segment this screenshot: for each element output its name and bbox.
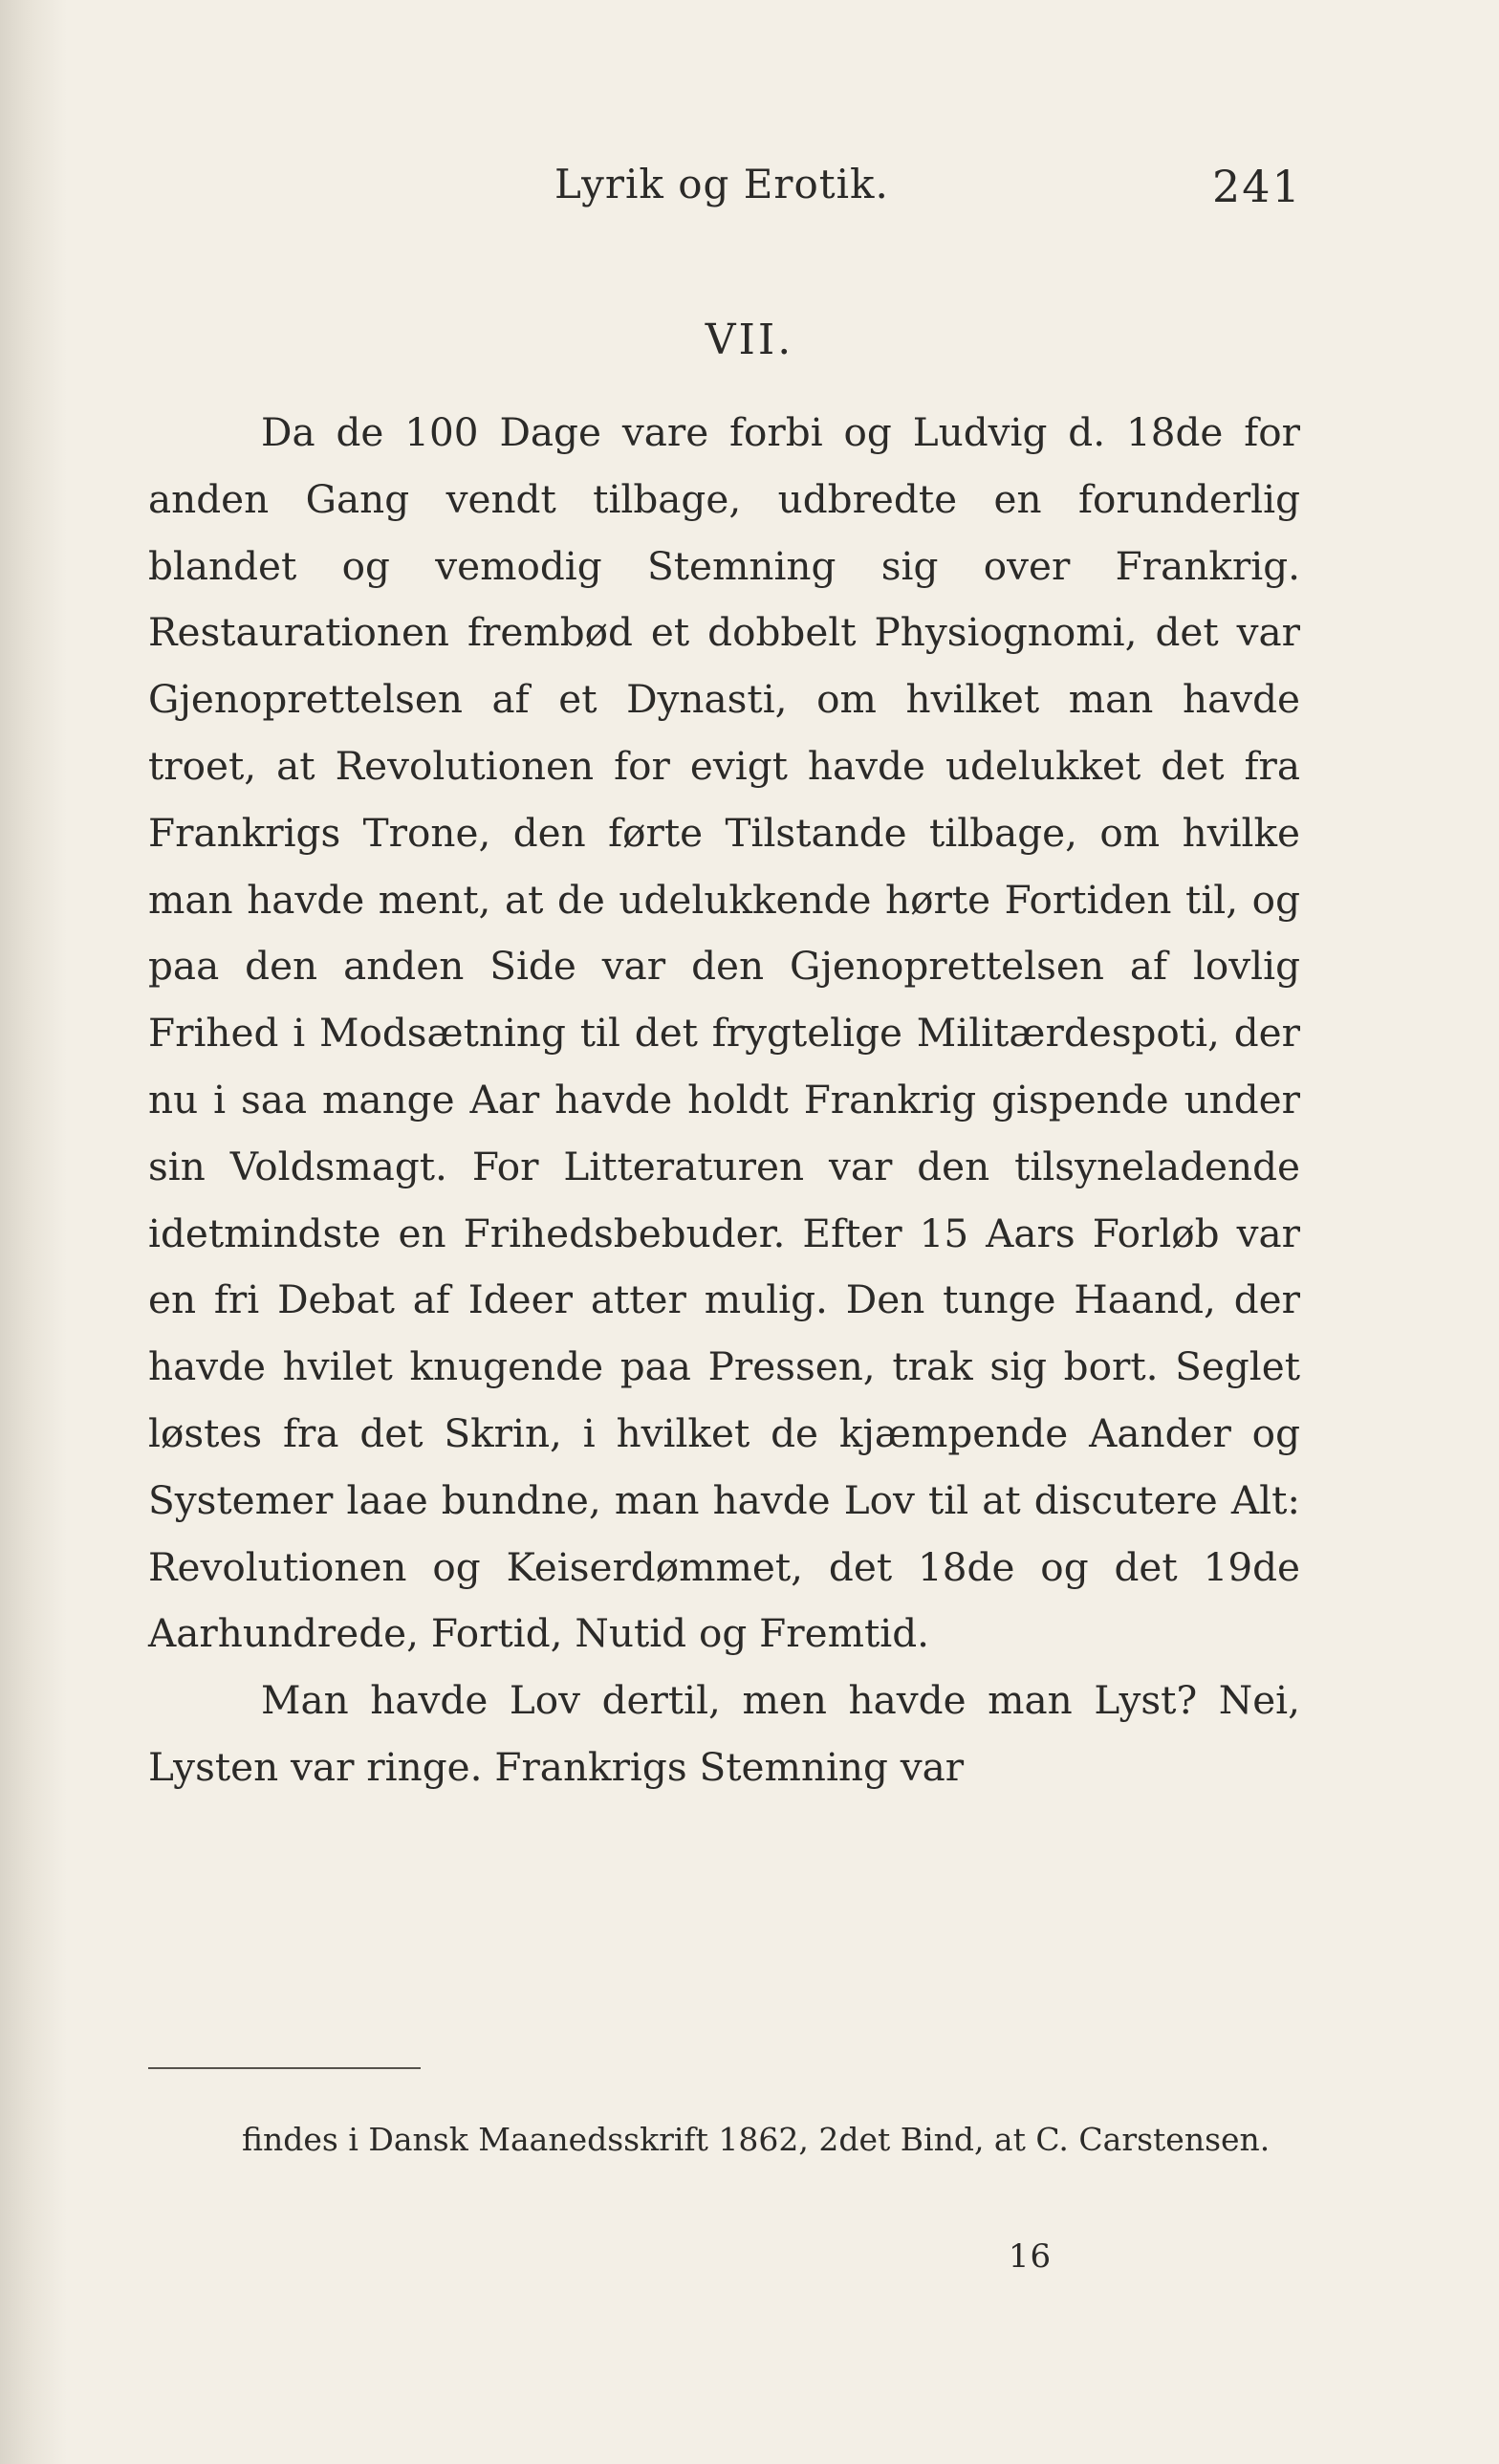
printer-signature: 16 (1008, 2237, 1053, 2276)
running-title: Lyrik og Erotik. (554, 161, 889, 207)
footnote-divider (148, 2067, 421, 2069)
page-number: 241 (1212, 161, 1302, 212)
paragraph-1: Da de 100 Dage vare forbi og Ludvig d. 18de for anden Gang vendt tilbage, udbredte en forunderlig blandet og vemodig Stemning sig over Frankrig. Restaurationen frembød et dobbelt Physiognomi, det var Gjenoprettelsen af et Dynasti, om hvilket man havde troet, at Revolutionen for evigt havde udelukket det fra Frankrigs Trone, den førte Tilstande tilbage, om hvilke man havde ment, at de udelukkende hørte Fortiden til, og paa den anden Side var den Gjenoprettelsen af lovlig Frihed i Modsætning til det frygtelige Militærdespoti, der nu i saa mange Aar havde holdt Frankrig gispende under sin Voldsmagt. For Litteraturen var den tilsyneladende idetmindste en Frihedsbebuder. Efter 15 Aars Forløb var en fri Debat af Ideer atter mulig. Den tunge Haand, der havde hvilet knugende paa Pressen, trak sig bort. Seglet løstes fra det Skrin, i hvilket de kjæmpende Aander og Systemer laae bundne, man havde Lov til at discutere Alt: Revolutionen og Keiserdømmet, det 18de og det 19de Aarhundrede, Fortid, Nutid og Fremtid. (148, 409, 1300, 1657)
paragraph-2: Man havde Lov dertil, men havde man Lyst? Nei, Lysten var ringe. Frankrigs Stemning var (148, 1677, 1300, 1790)
footnote (242, 2111, 1303, 2169)
body-text (148, 400, 1300, 1801)
footnote-text: findes i Dansk Maanedsskrift 1862, 2det Bind, at C. Carstensen. (242, 2121, 1271, 2158)
running-header (0, 161, 1499, 218)
section-heading: VII. (705, 316, 794, 364)
page-gutter-shadow (0, 0, 67, 2464)
